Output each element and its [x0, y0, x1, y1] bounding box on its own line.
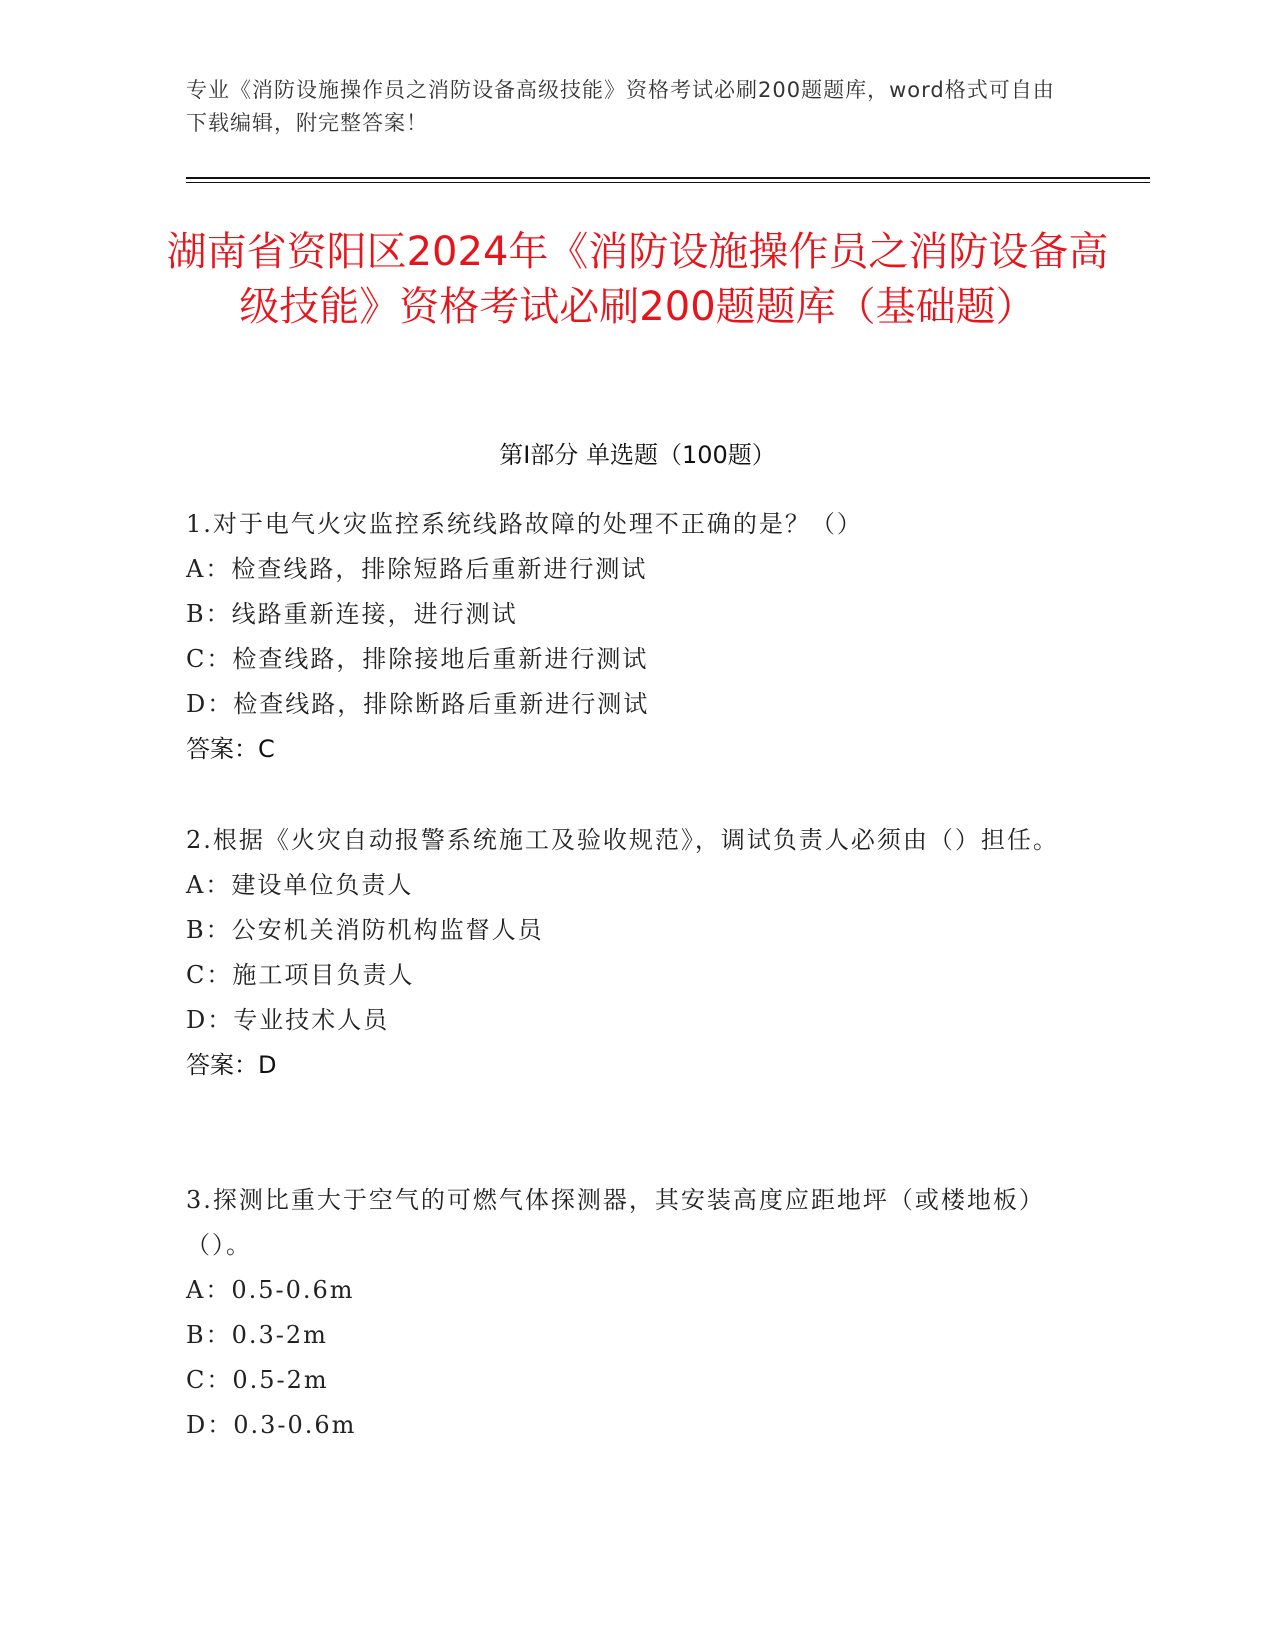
question-1 — [186, 502, 1066, 772]
option-b: B：线路重新连接，进行测试 — [186, 600, 518, 628]
option-d: D：0.3-0.6m — [186, 1411, 357, 1439]
option-a: A：检查线路，排除短路后重新进行测试 — [186, 555, 648, 583]
question-3 — [186, 1178, 1066, 1448]
header-rule-thick — [186, 177, 1150, 179]
answer: 答案：D — [186, 1051, 277, 1079]
header-rule-thin — [186, 182, 1150, 183]
option-d: D：专业技术人员 — [186, 1006, 390, 1034]
question-stem: 3.探测比重大于空气的可燃气体探测器，其安装高度应距地坪（或楼地板）（）。 — [186, 1186, 1045, 1259]
question-stem: 1.对于电气火灾监控系统线路故障的处理不正确的是？（） — [186, 510, 863, 538]
option-c: C：0.5-2m — [186, 1366, 329, 1394]
option-a: A：0.5-0.6m — [186, 1276, 355, 1304]
document-title: 湖南省资阳区2024年《消防设施操作员之消防设备高级技能》资格考试必刷200题题库（基础题） — [166, 229, 1109, 330]
option-d: D：检查线路，排除断路后重新进行测试 — [186, 690, 650, 718]
option-c: C：检查线路，排除接地后重新进行测试 — [186, 645, 649, 673]
answer: 答案：C — [186, 735, 275, 763]
question-2 — [186, 818, 1066, 1088]
option-b: B：公安机关消防机构监督人员 — [186, 916, 544, 944]
option-c: C：施工项目负责人 — [186, 961, 415, 989]
header-note: 专业《消防设施操作员之消防设备高级技能》资格考试必刷200题题库，word格式可自由下载编辑，附完整答案！ — [186, 78, 1055, 135]
section-title: 第I部分 单选题（100题） — [499, 441, 776, 469]
option-b: B：0.3-2m — [186, 1321, 328, 1349]
question-stem: 2.根据《火灾自动报警系统施工及验收规范》，调试负责人必须由（）担任。 — [186, 826, 1059, 854]
option-a: A：建设单位负责人 — [186, 871, 414, 899]
